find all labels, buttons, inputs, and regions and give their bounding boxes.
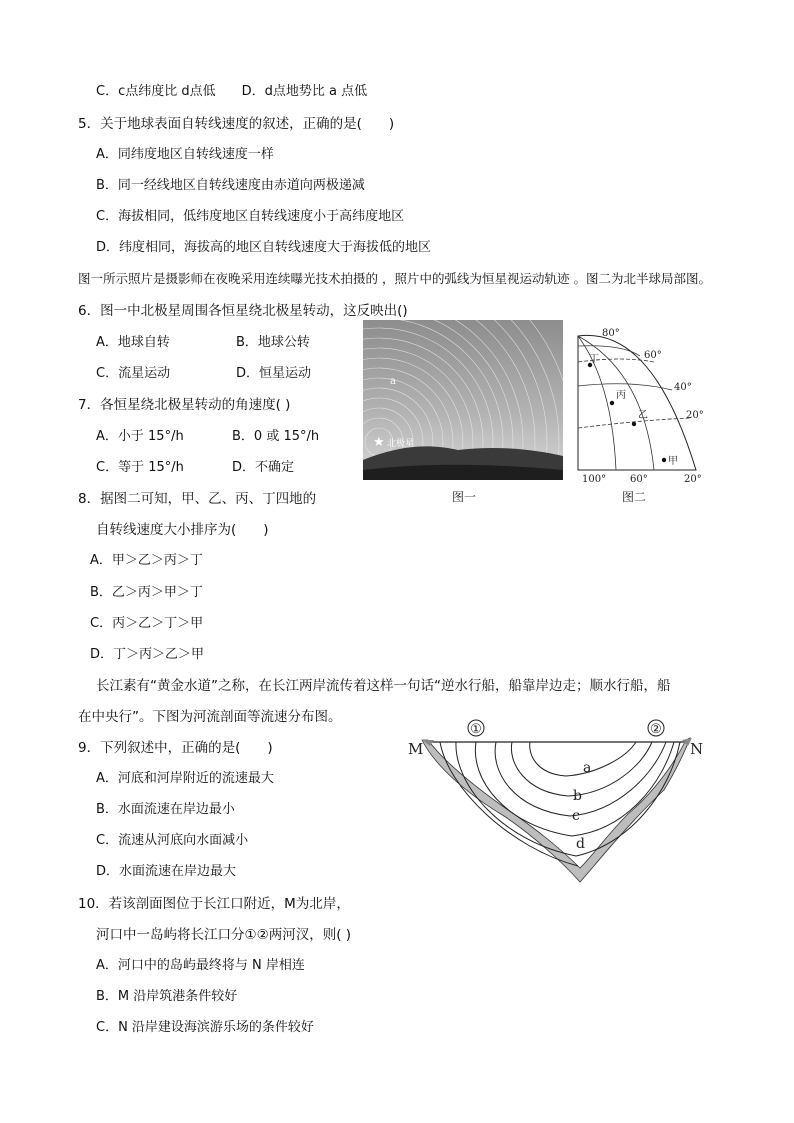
q10-stem-line1: 10．若该剖面图位于长江口附近，M为北岸，: [78, 896, 350, 912]
polaris-star-icon: ★: [373, 435, 385, 450]
figure2-caption: 图二: [622, 490, 647, 504]
contour-label-a: a: [583, 760, 592, 776]
q10-stem-line2: 河口中一岛屿将长江口分①②两河汊，则( ): [96, 927, 352, 943]
lon-label-100: 100°: [582, 474, 607, 484]
q8-stem-line1: 8．据图二可知，甲、乙、丙、丁四地的: [78, 491, 317, 507]
bank-label-m: M: [408, 740, 424, 758]
marker-1: ①: [470, 722, 482, 737]
point-jia-dot: [662, 458, 666, 462]
bank-label-n: N: [690, 740, 704, 758]
point-bing-label: 丙: [616, 390, 626, 401]
q5-option-d: D．纬度相同，海拔高的地区自转线速度大于海拔低的地区: [96, 240, 432, 255]
q9-option-d: D．水面流速在岸边最大: [96, 864, 237, 879]
figure1-svg: [363, 320, 563, 480]
q7-stem: 7．各恒星绕北极星转动的角速度( ): [78, 397, 291, 413]
q6-option-a: A．地球自转: [96, 335, 170, 350]
intro-figures-1-2: 图一所示照片是摄影师在夜晚采用连续曝光技术拍摄的 ，照片中的弧线为恒星视运动轨迹 。图二为北半球局部图。: [78, 271, 711, 286]
q6-option-b: B．地球公转: [236, 335, 310, 350]
q8-stem-line2: 自转线速度大小排序为( ): [96, 522, 269, 538]
q5-stem: 5．关于地球表面自转线速度的叙述，正确的是( ): [78, 116, 395, 132]
intro-yangtze-line2: 在中央行”。下图为河流剖面等流速分布图。: [78, 709, 342, 725]
q7-option-b: B．0 或 15°/h: [232, 429, 320, 444]
point-bing-dot: [610, 401, 614, 405]
q7-option-c: C．等于 15°/h: [96, 460, 184, 475]
q10-option-c: C．N 沿岸建设海滨游乐场的条件较好: [96, 1020, 314, 1035]
q9-option-b: B．水面流速在岸边最小: [96, 802, 235, 817]
lat-label-20: 20°: [686, 410, 704, 421]
point-yi-label: 乙: [638, 410, 648, 421]
lon-label-60: 60°: [630, 474, 648, 484]
q10-option-b: B．M 沿岸筑港条件较好: [96, 989, 238, 1004]
intro-yangtze-line1: 长江素有“黄金水道”之称，在长江两岸流传着这样一句话“逆水行船，船靠岸边走；顺水行船，船: [96, 678, 671, 694]
figure2-svg: [572, 322, 706, 484]
marker-2: ②: [650, 722, 662, 737]
lon-label-20: 20°: [684, 474, 702, 484]
q7-option-a: A．小于 15°/h: [96, 429, 184, 444]
point-jia-label: 甲: [668, 456, 678, 467]
river-svg: [404, 714, 708, 886]
contour-label-d: d: [576, 836, 585, 852]
q8-option-b: B．乙＞丙＞甲＞丁: [90, 585, 203, 600]
figure1-label-a: a: [390, 376, 396, 387]
figure1-caption: 图一: [452, 490, 477, 504]
q5-option-b: B．同一经线地区自转线速度由赤道向两极递减: [96, 178, 365, 193]
point-ding-label: 丁: [589, 354, 599, 365]
q4-options-line: C．c点纬度比 d点低 D．d点地势比 a 点低: [96, 84, 368, 99]
q7-option-d: D．不确定: [232, 460, 295, 475]
q5-option-c: C．海拔相同，低纬度地区自转线速度小于高纬度地区: [96, 209, 405, 224]
lat-label-60: 60°: [644, 350, 662, 361]
river-cross-section-figure: [404, 714, 708, 886]
lat-label-80: 80°: [602, 328, 620, 339]
q6-option-c: C．流星运动: [96, 366, 171, 381]
figure2-hemisphere-map: [572, 322, 706, 484]
q9-option-a: A．河底和河岸附近的流速最大: [96, 771, 274, 786]
q5-option-a: A．同纬度地区自转线速度一样: [96, 147, 274, 162]
q6-option-d: D．恒星运动: [236, 366, 312, 381]
figure1-star-trails-photo: [363, 320, 563, 480]
contour-label-b: b: [573, 788, 582, 804]
point-yi-dot: [632, 422, 636, 426]
q6-stem: 6．图一中北极星周围各恒星绕北极星转动，这反映出(): [78, 303, 408, 319]
q8-option-a: A．甲＞乙＞丙＞丁: [90, 553, 203, 568]
contour-label-c: c: [572, 808, 580, 824]
q9-option-c: C．流速从河底向水面减小: [96, 833, 249, 848]
figure1-label-polaris: 北极星: [387, 439, 415, 449]
q10-option-a: A．河口中的岛屿最终将与 N 岸相连: [96, 958, 305, 973]
q9-stem: 9．下列叙述中，正确的是( ): [78, 740, 273, 756]
lat-label-40: 40°: [674, 382, 692, 393]
q8-option-d: D．丁＞丙＞乙＞甲: [90, 647, 205, 662]
q8-option-c: C．丙＞乙＞丁＞甲: [90, 616, 204, 631]
